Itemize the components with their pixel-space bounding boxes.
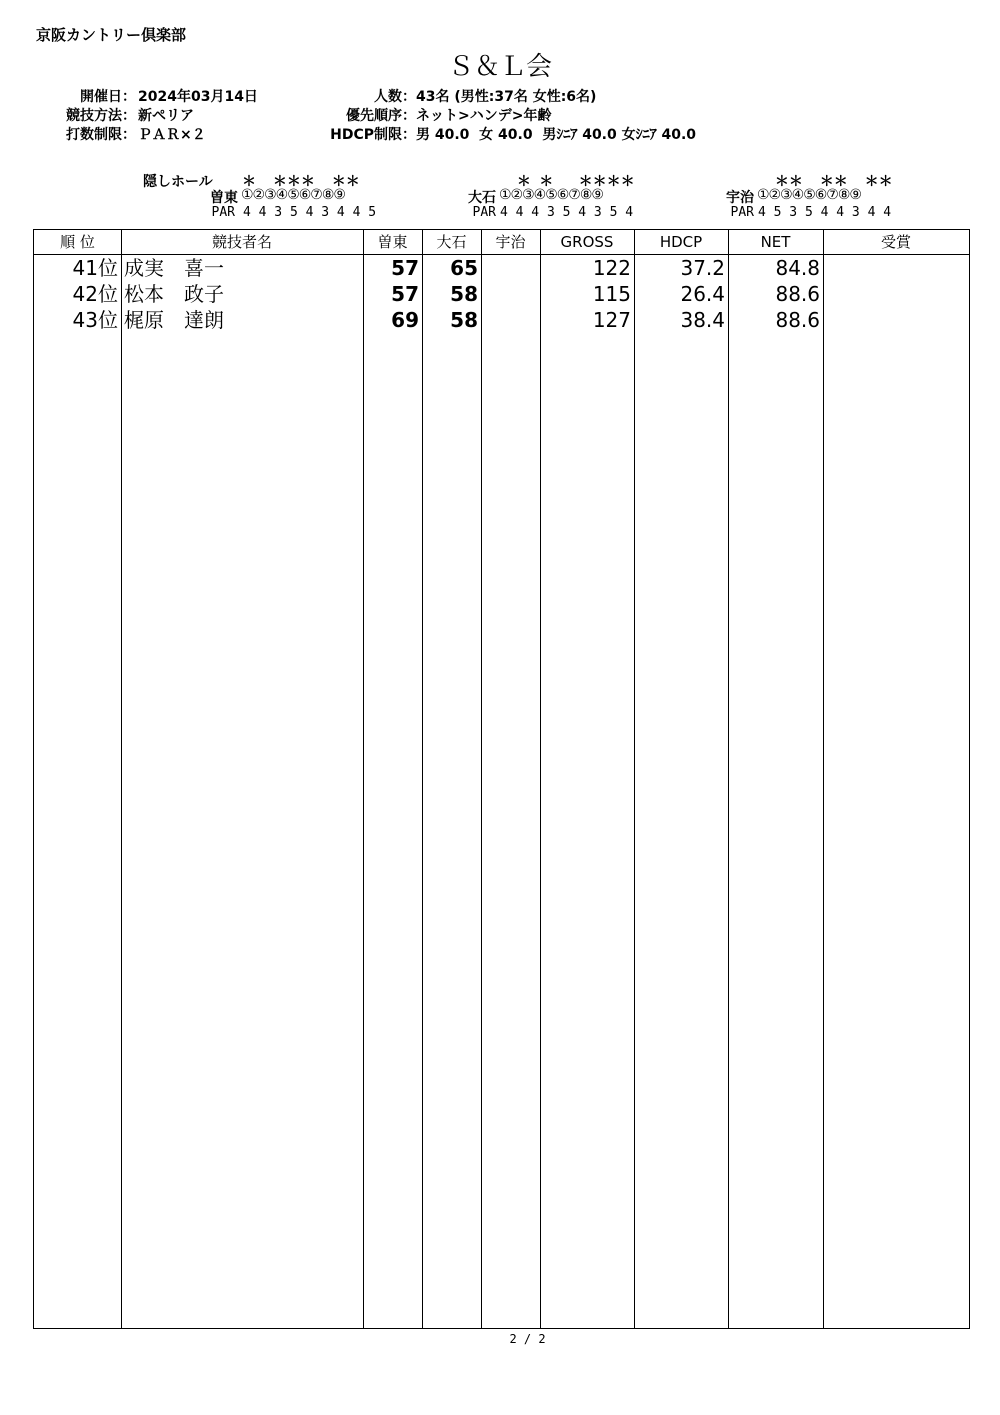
header-course-1: 曽東 (377, 233, 408, 251)
column-divider (540, 230, 541, 1328)
header-hdcp: HDCP (659, 233, 703, 251)
player-name-cell: 松本 政子 (124, 282, 224, 306)
course-3-hidden-marks: ＊＊ ＊＊ ＊＊ (758, 174, 893, 190)
award-cell (826, 281, 966, 307)
hidden-holes-label: 隠しホール (143, 174, 213, 190)
header-rank: 順 位 (60, 233, 95, 251)
course-1-par: 4 4 3 5 4 3 4 4 5 (243, 205, 377, 220)
page-title: Ｓ＆Ｌ会 (447, 52, 552, 82)
course-2-par: 4 4 4 3 5 4 3 5 4 (500, 205, 634, 220)
course-2-score-cell: 58 (450, 282, 478, 306)
date-value: 2024年03月14日 (138, 89, 258, 105)
course-3-holes: ①②③④⑤⑥⑦⑧⑨ (757, 187, 861, 203)
course-3-score-cell (481, 307, 537, 333)
rank-cell: 43位 (72, 308, 118, 332)
column-divider (481, 230, 482, 1328)
rank-cell: 42位 (72, 282, 118, 306)
count-label: 人数： (374, 89, 416, 105)
column-divider (363, 230, 364, 1328)
course-3-name: 宇治 (726, 190, 754, 206)
course-2-score-cell: 58 (450, 308, 478, 332)
column-divider (634, 230, 635, 1328)
rank-cell: 41位 (72, 256, 118, 280)
header-course-3: 宇治 (495, 233, 526, 251)
net-cell: 84.8 (775, 256, 820, 280)
gross-cell: 115 (592, 282, 631, 306)
course-3-par: 4 5 3 5 4 4 3 4 4 (758, 205, 892, 220)
net-cell: 88.6 (775, 282, 820, 306)
course-2-score-cell: 65 (450, 256, 478, 280)
date-label: 開催日： (80, 89, 136, 105)
course-1-score-cell: 69 (391, 308, 419, 332)
column-divider (823, 230, 824, 1328)
method-value: 新ペリア (138, 108, 194, 124)
method-label: 競技方法： (66, 108, 136, 124)
gross-cell: 127 (592, 308, 631, 332)
hdcp-cell: 38.4 (680, 308, 725, 332)
page-number: 2 / 2 (509, 1332, 546, 1346)
table-row (34, 281, 969, 307)
hdcp-cell: 26.4 (680, 282, 725, 306)
header-player-name: 競技者名 (211, 233, 272, 251)
header-course-2: 大石 (436, 233, 467, 251)
header-award: 受賞 (880, 233, 911, 251)
course-2-holes: ①②③④⑤⑥⑦⑧⑨ (499, 187, 603, 203)
count-value: 43名 (男性:37名 女性:6名) (416, 89, 597, 105)
column-divider (728, 230, 729, 1328)
results-table (33, 229, 970, 1329)
header-net: NET (760, 233, 791, 251)
course-1-name: 曽東 (210, 190, 238, 206)
course-3-par-label: PAR (730, 205, 754, 220)
table-row (34, 307, 969, 333)
course-1-holes: ①②③④⑤⑥⑦⑧⑨ (241, 187, 345, 203)
limit-label: 打数制限： (66, 127, 136, 143)
course-2-name: 大石 (468, 190, 496, 206)
net-cell: 88.6 (775, 308, 820, 332)
table-row (34, 255, 969, 281)
course-1-score-cell: 57 (391, 256, 419, 280)
course-1-par-label: PAR (211, 205, 235, 220)
course-3-score-cell (481, 281, 537, 307)
column-divider (121, 230, 122, 1328)
course-3-score-cell (481, 255, 537, 281)
gross-cell: 122 (592, 256, 631, 280)
header-gross: GROSS (560, 233, 614, 251)
column-divider (422, 230, 423, 1328)
award-cell (826, 255, 966, 281)
hdcp-limit-value: 男 40.0 女 40.0 男ｼﾆｱ 40.0 女ｼﾆｱ 40.0 (416, 127, 697, 143)
award-cell (826, 307, 966, 333)
priority-label: 優先順序： (346, 108, 416, 124)
hdcp-limit-label: HDCP制限： (330, 127, 416, 143)
course-2-hidden-marks: ＊ ＊ ＊＊＊＊ (500, 174, 635, 190)
hdcp-cell: 37.2 (680, 256, 725, 280)
course-1-hidden-marks: ＊ ＊＊＊ ＊＊ (242, 174, 377, 190)
limit-value: ＰＡＲ×２ (138, 127, 206, 143)
priority-value: ネット>ハンデ>年齢 (416, 108, 552, 124)
club-name: 京阪カントリー倶楽部 (36, 26, 187, 44)
course-1-score-cell: 57 (391, 282, 419, 306)
player-name-cell: 成実 喜一 (124, 256, 224, 280)
player-name-cell: 梶原 達朗 (124, 308, 224, 332)
course-2-par-label: PAR (472, 205, 496, 220)
